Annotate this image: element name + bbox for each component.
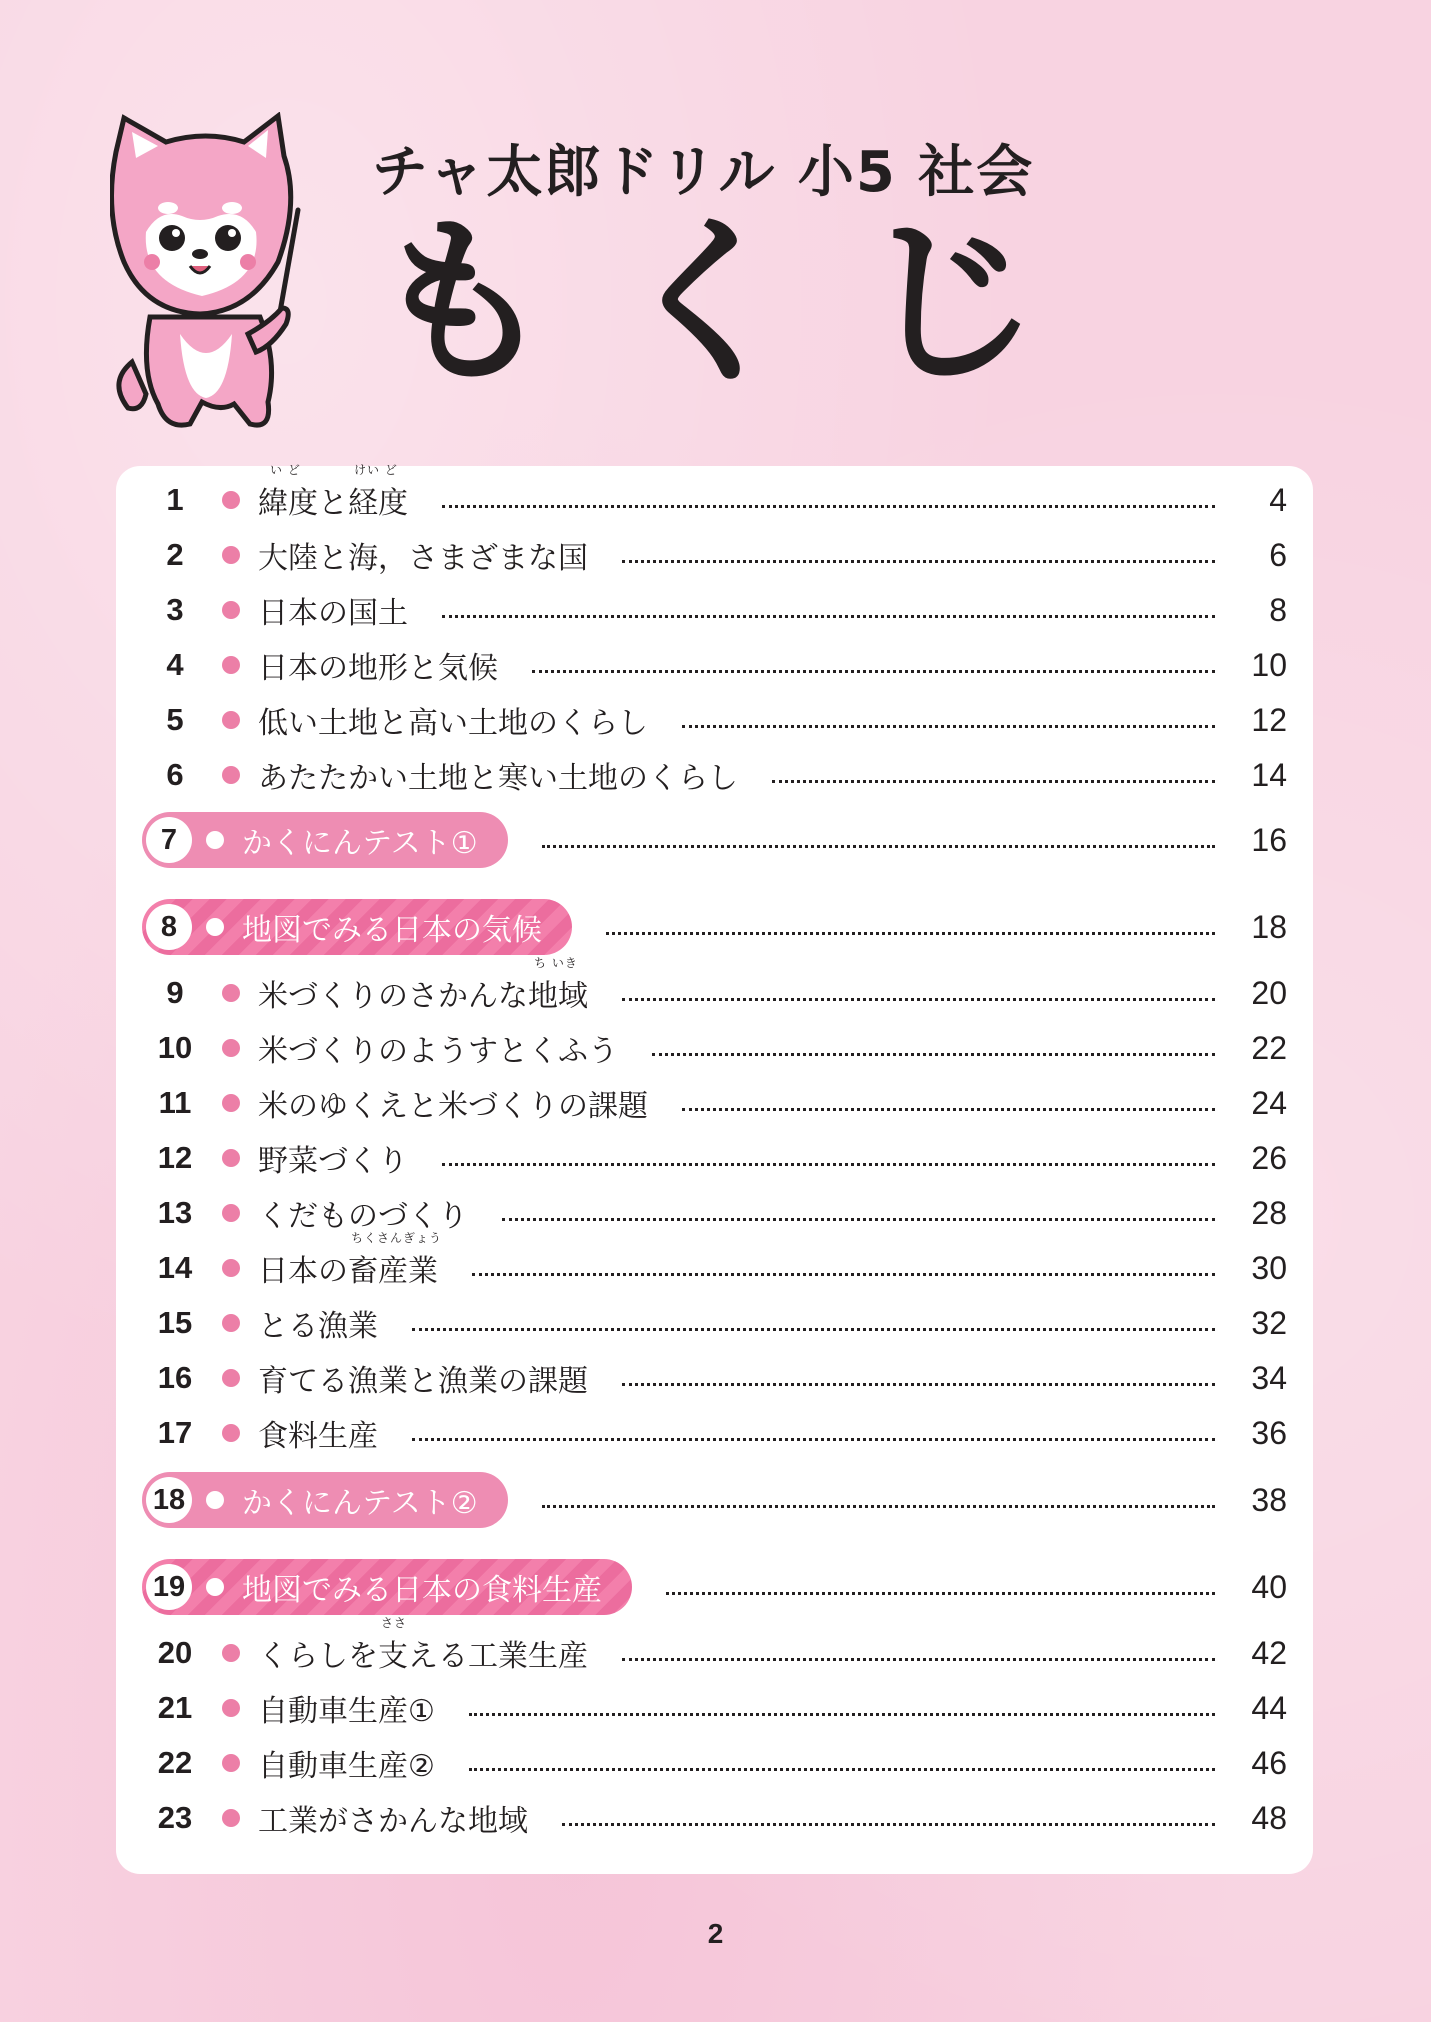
toc-item-title-text: 地図でみる日本の気候 bbox=[242, 913, 542, 948]
dot-leader bbox=[562, 1823, 1215, 1826]
toc-item-title bbox=[258, 698, 648, 742]
toc-item[interactable] bbox=[142, 463, 1287, 524]
dot-leader bbox=[502, 1218, 1215, 1221]
toc-item-page: 38 bbox=[1251, 1481, 1287, 1518]
toc-item-number: 21 bbox=[157, 1690, 193, 1725]
toc-item-number: 4 bbox=[166, 647, 184, 682]
toc-item-number: 16 bbox=[157, 1360, 193, 1395]
toc-item-title-text: 米づくりのさかんな地域 bbox=[258, 979, 588, 1014]
toc-item-number: 22 bbox=[157, 1745, 193, 1780]
toc-item[interactable] bbox=[142, 1794, 1287, 1842]
toc-item-title-text: 育てる漁業と漁業の課題 bbox=[258, 1364, 588, 1399]
shiba-dog-mascot-icon bbox=[110, 112, 310, 442]
toc-item-page: 48 bbox=[1251, 1799, 1287, 1836]
toc-item[interactable] bbox=[142, 1409, 1287, 1457]
toc-item-number: 9 bbox=[166, 975, 184, 1010]
dot-leader bbox=[542, 845, 1215, 848]
toc-item[interactable] bbox=[142, 1739, 1287, 1787]
toc-item-page: 44 bbox=[1251, 1689, 1287, 1726]
bullet-dot-icon bbox=[222, 1644, 240, 1662]
toc-item[interactable] bbox=[142, 586, 1287, 634]
toc-item-page: 14 bbox=[1251, 756, 1287, 793]
toc-item-title bbox=[258, 463, 408, 522]
dot-leader bbox=[622, 560, 1215, 563]
dot-leader bbox=[652, 1053, 1215, 1056]
toc-item-page: 30 bbox=[1251, 1249, 1287, 1286]
dot-leader bbox=[606, 932, 1215, 935]
bullet-dot-icon bbox=[222, 1424, 240, 1442]
toc-item-title-text: かくにんテスト② bbox=[242, 1486, 478, 1521]
furigana: ささ bbox=[381, 1616, 408, 1630]
toc-item-number: 1 bbox=[166, 482, 184, 517]
toc-item-page: 46 bbox=[1251, 1744, 1287, 1781]
toc-item[interactable] bbox=[142, 1024, 1287, 1072]
toc-item[interactable] bbox=[142, 1616, 1287, 1677]
toc-item-number: 2 bbox=[166, 537, 184, 572]
bullet-dot-icon bbox=[222, 601, 240, 619]
toc-item-page: 20 bbox=[1251, 974, 1287, 1011]
toc-item-number: 20 bbox=[157, 1635, 193, 1670]
bullet-dot-icon bbox=[206, 918, 224, 936]
toc-item-title bbox=[258, 956, 588, 1015]
toc-item-title-text: 緯度と経度 bbox=[258, 486, 408, 521]
toc-item[interactable] bbox=[142, 641, 1287, 689]
dot-leader bbox=[622, 1383, 1215, 1386]
toc-item-number: 8 bbox=[146, 904, 192, 950]
bullet-dot-icon bbox=[222, 1039, 240, 1057]
dot-leader bbox=[412, 1438, 1215, 1441]
bullet-dot-icon bbox=[206, 1491, 224, 1509]
check-test-badge bbox=[142, 812, 508, 868]
page-title: もくじ bbox=[372, 199, 1105, 408]
map-section-badge bbox=[142, 899, 572, 955]
furigana: けい ど bbox=[354, 463, 398, 477]
toc-item-title-text: 地図でみる日本の食料生産 bbox=[242, 1573, 602, 1608]
toc-item[interactable] bbox=[142, 956, 1287, 1017]
toc-item-page: 12 bbox=[1251, 701, 1287, 738]
bullet-dot-icon bbox=[222, 1754, 240, 1772]
dot-leader bbox=[772, 780, 1215, 783]
map-section-badge bbox=[142, 1559, 632, 1615]
toc-item-title bbox=[258, 753, 738, 797]
dot-leader bbox=[682, 1108, 1215, 1111]
bullet-dot-icon bbox=[222, 1314, 240, 1332]
toc-item[interactable] bbox=[142, 1231, 1287, 1292]
toc-item-title-text: 工業がさかんな地域 bbox=[258, 1804, 528, 1839]
toc-item-page: 34 bbox=[1251, 1359, 1287, 1396]
bullet-dot-icon bbox=[222, 766, 240, 784]
dot-leader bbox=[469, 1768, 1215, 1771]
dot-leader bbox=[442, 505, 1215, 508]
toc-item-title bbox=[258, 1741, 435, 1785]
toc-item-number: 12 bbox=[157, 1140, 193, 1175]
dot-leader bbox=[622, 1658, 1215, 1661]
table-of-contents bbox=[116, 463, 1313, 1874]
bullet-dot-icon bbox=[222, 1149, 240, 1167]
toc-item-title bbox=[242, 905, 542, 949]
toc-item[interactable] bbox=[142, 1476, 1287, 1524]
bullet-dot-icon bbox=[222, 491, 240, 509]
toc-item-number: 13 bbox=[157, 1195, 193, 1230]
toc-item-number: 11 bbox=[158, 1085, 192, 1120]
bullet-dot-icon bbox=[222, 656, 240, 674]
toc-item-number: 3 bbox=[166, 592, 184, 627]
bullet-dot-icon bbox=[222, 1259, 240, 1277]
bullet-dot-icon bbox=[222, 1094, 240, 1112]
dot-leader bbox=[442, 615, 1215, 618]
toc-item-title bbox=[242, 1478, 478, 1522]
toc-item-title-text: あたたかい土地と寒い土地のくらし bbox=[258, 761, 738, 796]
bullet-dot-icon bbox=[222, 1699, 240, 1717]
toc-item-title bbox=[258, 1301, 378, 1345]
toc-item[interactable] bbox=[142, 696, 1287, 744]
toc-item[interactable] bbox=[142, 1299, 1287, 1347]
toc-item-title-text: 食料生産 bbox=[258, 1419, 378, 1454]
dot-leader bbox=[412, 1328, 1215, 1331]
toc-item-number: 19 bbox=[146, 1564, 192, 1610]
toc-item-title bbox=[258, 588, 408, 632]
toc-item-number: 17 bbox=[157, 1415, 193, 1450]
furigana: ち いき bbox=[534, 956, 578, 970]
toc-item-title bbox=[258, 643, 498, 687]
toc-item-title bbox=[258, 1136, 408, 1180]
toc-item[interactable] bbox=[142, 531, 1287, 579]
toc-item-title-text: 野菜づくり bbox=[258, 1144, 408, 1179]
toc-item[interactable] bbox=[142, 1354, 1287, 1402]
furigana: ちくさんぎょう bbox=[351, 1231, 443, 1245]
toc-item-title bbox=[258, 1796, 528, 1840]
toc-item-number: 7 bbox=[146, 817, 192, 863]
dot-leader bbox=[442, 1163, 1215, 1166]
toc-item-title-text: 日本の国土 bbox=[258, 596, 408, 631]
furigana: い ど bbox=[270, 463, 301, 477]
toc-item-title bbox=[258, 533, 588, 577]
toc-item[interactable] bbox=[142, 1189, 1287, 1237]
toc-item[interactable] bbox=[142, 1563, 1287, 1611]
toc-item-page: 26 bbox=[1251, 1139, 1287, 1176]
toc-item-title bbox=[242, 1565, 602, 1609]
toc-item-title-text: 大陸と海，さまざまな国 bbox=[258, 541, 588, 576]
check-test-badge bbox=[142, 1472, 508, 1528]
toc-item-page: 42 bbox=[1251, 1634, 1287, 1671]
toc-item-title-text: 米のゆくえと米づくりの課題 bbox=[258, 1089, 648, 1124]
toc-item-page: 6 bbox=[1269, 536, 1287, 573]
toc-item-title bbox=[258, 1231, 443, 1290]
toc-item-number: 10 bbox=[157, 1030, 193, 1065]
toc-item[interactable] bbox=[142, 751, 1287, 799]
toc-item-title bbox=[258, 1026, 618, 1070]
toc-item[interactable] bbox=[142, 816, 1287, 864]
toc-item-page: 24 bbox=[1251, 1084, 1287, 1121]
toc-item-title bbox=[258, 1411, 378, 1455]
toc-item-title-text: 米づくりのようすとくふう bbox=[258, 1034, 618, 1069]
toc-item-number: 18 bbox=[146, 1477, 192, 1523]
book-subtitle: チャ太郎ドリル 小5 社会 bbox=[372, 140, 1035, 205]
page-number: 2 bbox=[707, 1918, 724, 1949]
dot-leader bbox=[666, 1592, 1215, 1595]
bullet-dot-icon bbox=[222, 711, 240, 729]
toc-item-page: 28 bbox=[1251, 1194, 1287, 1231]
dot-leader bbox=[532, 670, 1215, 673]
toc-item-title-text: 日本の地形と気候 bbox=[258, 651, 498, 686]
toc-item-title-text: とる漁業 bbox=[258, 1309, 378, 1344]
dot-leader bbox=[469, 1713, 1215, 1716]
toc-item-title-text: 自動車生産① bbox=[258, 1694, 435, 1729]
toc-item-number: 14 bbox=[157, 1250, 193, 1285]
toc-item-title-text: 自動車生産② bbox=[258, 1749, 435, 1784]
dot-leader bbox=[682, 725, 1215, 728]
toc-item-page: 8 bbox=[1269, 591, 1287, 628]
toc-item-page: 18 bbox=[1251, 908, 1287, 945]
bullet-dot-icon bbox=[206, 1578, 224, 1596]
toc-item[interactable] bbox=[142, 1079, 1287, 1127]
toc-item-title-text: 低い土地と高い土地のくらし bbox=[258, 706, 648, 741]
toc-item-title bbox=[258, 1616, 588, 1675]
toc-item-page: 22 bbox=[1251, 1029, 1287, 1066]
bullet-dot-icon bbox=[206, 831, 224, 849]
toc-item-title bbox=[242, 818, 478, 862]
toc-item-title-text: 日本の畜産業 bbox=[258, 1254, 438, 1289]
bullet-dot-icon bbox=[222, 1809, 240, 1827]
bullet-dot-icon bbox=[222, 984, 240, 1002]
toc-item-page: 32 bbox=[1251, 1304, 1287, 1341]
toc-item-number: 15 bbox=[157, 1305, 193, 1340]
bullet-dot-icon bbox=[222, 546, 240, 564]
toc-item-number: 5 bbox=[166, 702, 184, 737]
dot-leader bbox=[542, 1505, 1215, 1508]
toc-item-page: 10 bbox=[1251, 646, 1287, 683]
toc-item[interactable] bbox=[142, 1684, 1287, 1732]
toc-item[interactable] bbox=[142, 1134, 1287, 1182]
toc-item-title bbox=[258, 1081, 648, 1125]
toc-item-page: 36 bbox=[1251, 1414, 1287, 1451]
toc-item-title-text: くだものづくり bbox=[258, 1199, 468, 1234]
toc-item-title-text: くらしを支える工業生産 bbox=[258, 1639, 588, 1674]
dot-leader bbox=[472, 1273, 1215, 1276]
bullet-dot-icon bbox=[222, 1204, 240, 1222]
toc-item-title-text: かくにんテスト① bbox=[242, 826, 478, 861]
toc-item-page: 4 bbox=[1269, 481, 1287, 518]
toc-item-page: 16 bbox=[1251, 821, 1287, 858]
toc-item-title bbox=[258, 1356, 588, 1400]
toc-item-number: 23 bbox=[157, 1800, 193, 1835]
toc-item-page: 40 bbox=[1251, 1568, 1287, 1605]
bullet-dot-icon bbox=[222, 1369, 240, 1387]
toc-item-number: 6 bbox=[166, 757, 184, 792]
toc-item[interactable] bbox=[142, 903, 1287, 951]
dot-leader bbox=[622, 998, 1215, 1001]
toc-item-title bbox=[258, 1686, 435, 1730]
